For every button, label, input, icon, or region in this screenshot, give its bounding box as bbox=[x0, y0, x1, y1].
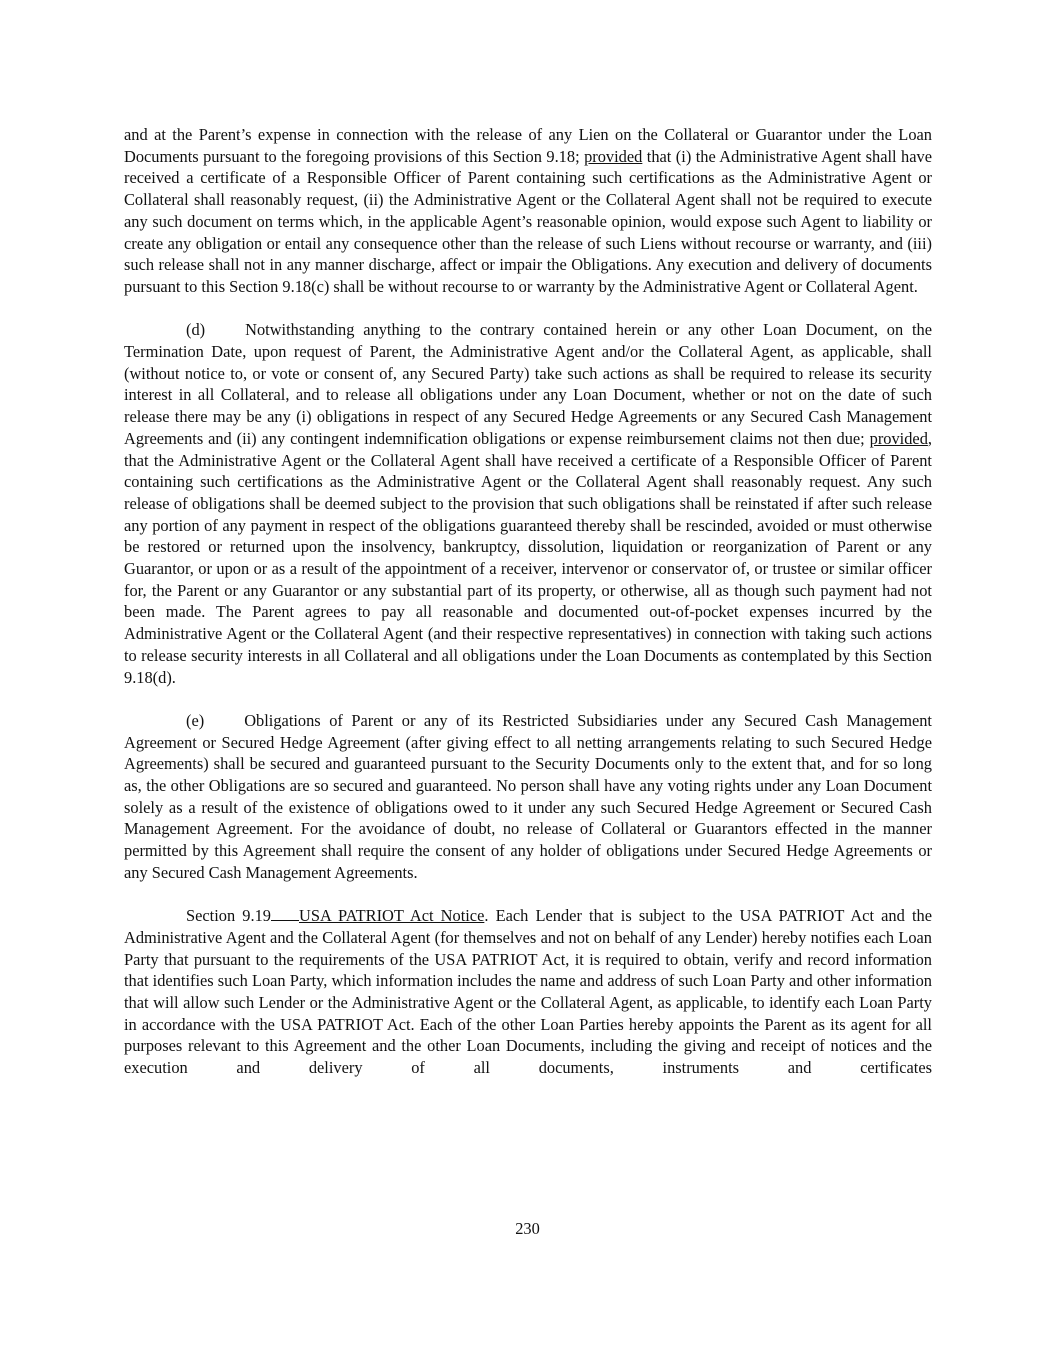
section-9-19 bbox=[124, 905, 932, 1079]
provided-term: provided bbox=[584, 146, 643, 166]
section-heading: USA PATRIOT Act Notice bbox=[299, 906, 485, 926]
document-page bbox=[124, 124, 932, 1101]
page-number: 230 bbox=[515, 1219, 540, 1238]
paragraph-text: . Each Lender that is subject to the USA PATRIOT Act and the Administrative Agent and the Collateral Agent (for themselves and not on behalf of any Lender) hereby notifies each Loan Party that pursuant to the requirements of the USA PATRIOT Act, it is required to obtain, verify and record information that identifies such Loan Party, which information includes the name and address of such Loan Party and other information that will allow such Lender or the Administrative Agent or the Collateral Agent, as applicable, to identify each Loan Party in accordance with the USA PATRIOT Act. Each of the other Loan Parties hereby appoints the Parent as its agent for all purposes relevant to this Agreement and the other Loan Documents, including the giving and receipt of notices and the execution and delivery of all documents, instruments and certificates bbox=[124, 906, 932, 1078]
provided-term: provided bbox=[869, 428, 928, 448]
paragraph-text: Notwithstanding anything to the contrary contained herein or any other Loan Document, on the Termination Date, upon request of Parent, the Administrative Agent and/or the Collateral Agent, as applicable, shall (without notice to, or vote or consent of, any Secured Party) take such actions as shall be required to release its security interest in all Collateral, and to release all obligations under any Loan Document, whether or not on the date of such release there may be any (i) obligations in respect of any Secured Hedge Agreements or any Secured Cash Management Agreements and (ii) any contingent indemnification obligations or expense reimbursement claims not then due; bbox=[124, 320, 932, 448]
paragraph-c-continuation bbox=[124, 124, 932, 298]
paragraph-label: (e) bbox=[186, 710, 205, 730]
paragraph-text: that (i) the Administrative Agent shall have received a certificate of a Responsible Officer of Parent containing such certifications as the Administrative Agent or Collateral shall reasonably request, (ii) the Administrative Agent or the Collateral Agent shall not be required to execute any such document on terms which, in the applicable Agent’s reasonable opinion, would expose such Agent to liability or create any obligation or entail any consequence other than the release of such Liens without recourse or warranty, and (iii) such release shall not in any manner discharge, affect or impair the Obligations. Any execution and delivery of documents pursuant to this Section 9.18(c) shall be without recourse to or warranty by the Administrative Agent or Collateral Agent. bbox=[124, 146, 932, 296]
paragraph-label: (d) bbox=[186, 320, 206, 340]
paragraph-text: Obligations of Parent or any of its Restricted Subsidiaries under any Secured Cash Management Agreement or Secured Hedge Agreement (after giving effect to all netting arrangements relating to such Secured Hedge Agreements) shall be secured and guaranteed pursuant to the Security Documents only to the extent that, and for so long as, the other Obligations are so secured and guaranteed. No person shall have any voting rights under any Loan Document solely as a result of the existence of obligations owed to it under any such Secured Hedge Agreement or Secured Cash Management Agreement. For the avoidance of doubt, no release of Collateral or Guarantors effected in the manner permitted by this Agreement shall require the consent of any holder of obligations under Secured Hedge Agreements or any Secured Cash Management Agreements. bbox=[124, 710, 932, 882]
paragraph-e bbox=[124, 710, 932, 884]
paragraph-text: , that the Administrative Agent or the Collateral Agent shall have received a certificate of a Responsible Officer of Parent containing such certifications as the Administrative Agent or the Collateral Agent shall reasonably request. Any such release of obligations shall be deemed subject to the provision that such obligations shall be reinstated if after such release any portion of any payment in respect of the obligations guaranteed thereby shall be rescinded, avoided or must otherwise be restored or returned upon the insolvency, bankruptcy, dissolution, liquidation or reorganization of Parent or any Guarantor, or upon or as a result of the appointment of a receiver, intervenor or conservator of, or trustee or similar officer for, the Parent or any Guarantor or any substantial part of its property, or otherwise, all as though such payment had not been made. The Parent agrees to pay all reasonable and documented out-of-pocket expenses incurred by the Administrative Agent or the Collateral Agent (and their respective representatives) in connection with taking such actions to release security interests in all Collateral and all obligations under the Loan Documents as contemplated by this Section 9.18(d). bbox=[124, 428, 932, 687]
paragraph-text: and at the Parent’s expense in connection with the release of any Lien on the Collateral or Guarantor under the Loan Documents pursuant to the foregoing provisions of this Section 9.18; bbox=[124, 125, 932, 166]
paragraph-d bbox=[124, 319, 932, 688]
section-number: Section 9.19 bbox=[186, 906, 271, 926]
